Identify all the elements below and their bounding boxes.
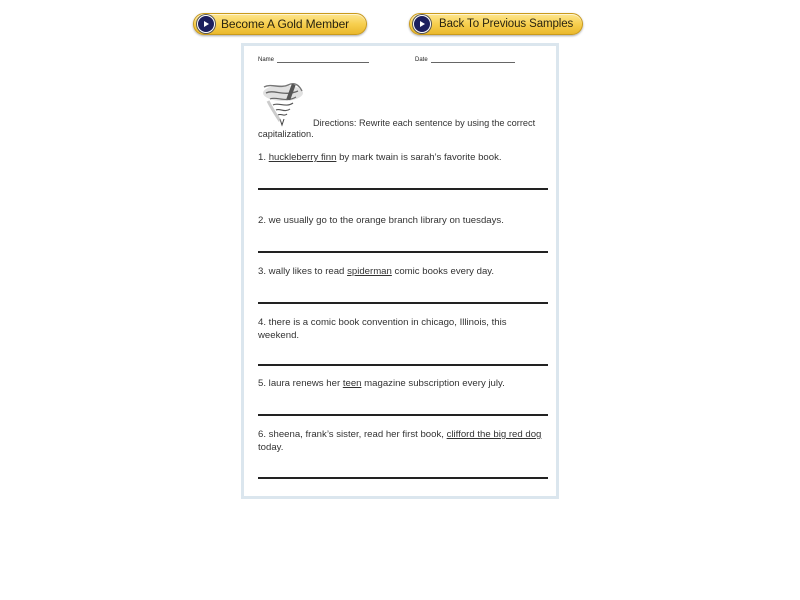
answer-line-4 bbox=[258, 364, 548, 366]
question-6: 6. sheena, frank’s sister, read her first book, clifford the big red dog today. bbox=[258, 429, 542, 453]
question-number: 4. bbox=[258, 317, 267, 328]
play-circle-icon bbox=[197, 15, 215, 33]
question-number: 5. bbox=[258, 378, 267, 389]
question-number: 1. bbox=[258, 152, 267, 163]
back-to-previous-samples-label: Back To Previous Samples bbox=[439, 18, 574, 30]
question-4: 4. there is a comic book convention in chicago, Illinois, this weekend. bbox=[258, 317, 507, 341]
name-label: Name bbox=[258, 57, 275, 63]
question-1: 1. huckleberry finn by mark twain is sarah’s favorite book. bbox=[258, 152, 502, 163]
become-gold-member-button[interactable] bbox=[193, 13, 367, 35]
question-2: 2. we usually go to the orange branch library on tuesdays. bbox=[258, 215, 504, 226]
back-to-previous-samples-button[interactable] bbox=[409, 13, 583, 35]
worksheet-page bbox=[244, 46, 556, 496]
answer-line-3 bbox=[258, 302, 548, 304]
name-field bbox=[258, 56, 369, 63]
date-label: Date bbox=[415, 57, 428, 63]
answer-line-5 bbox=[258, 414, 548, 416]
question-number: 6. bbox=[258, 429, 267, 440]
question-3: 3. wally likes to read spiderman comic books every day. bbox=[258, 266, 495, 277]
date-blank-line bbox=[431, 56, 515, 63]
question-number: 3. bbox=[258, 266, 267, 277]
answer-line-1 bbox=[258, 188, 548, 190]
name-blank-line bbox=[277, 56, 369, 63]
answer-line-6 bbox=[258, 477, 548, 479]
underlined-title: clifford the big red dog bbox=[446, 429, 542, 440]
question-5: 5. laura renews her teen magazine subscription every july. bbox=[258, 378, 505, 389]
answer-line-2 bbox=[258, 251, 548, 253]
underlined-title: spiderman bbox=[347, 266, 392, 277]
underlined-title: teen bbox=[342, 378, 362, 389]
worksheet-preview bbox=[241, 43, 559, 499]
directions-text: Directions: Rewrite each sentence by using the correct capitalization. bbox=[258, 118, 536, 139]
play-circle-icon bbox=[413, 15, 431, 33]
date-field bbox=[415, 56, 515, 63]
underlined-title: huckleberry finn bbox=[268, 152, 337, 163]
become-gold-member-label: Become A Gold Member bbox=[221, 17, 350, 31]
question-number: 2. bbox=[258, 215, 267, 226]
